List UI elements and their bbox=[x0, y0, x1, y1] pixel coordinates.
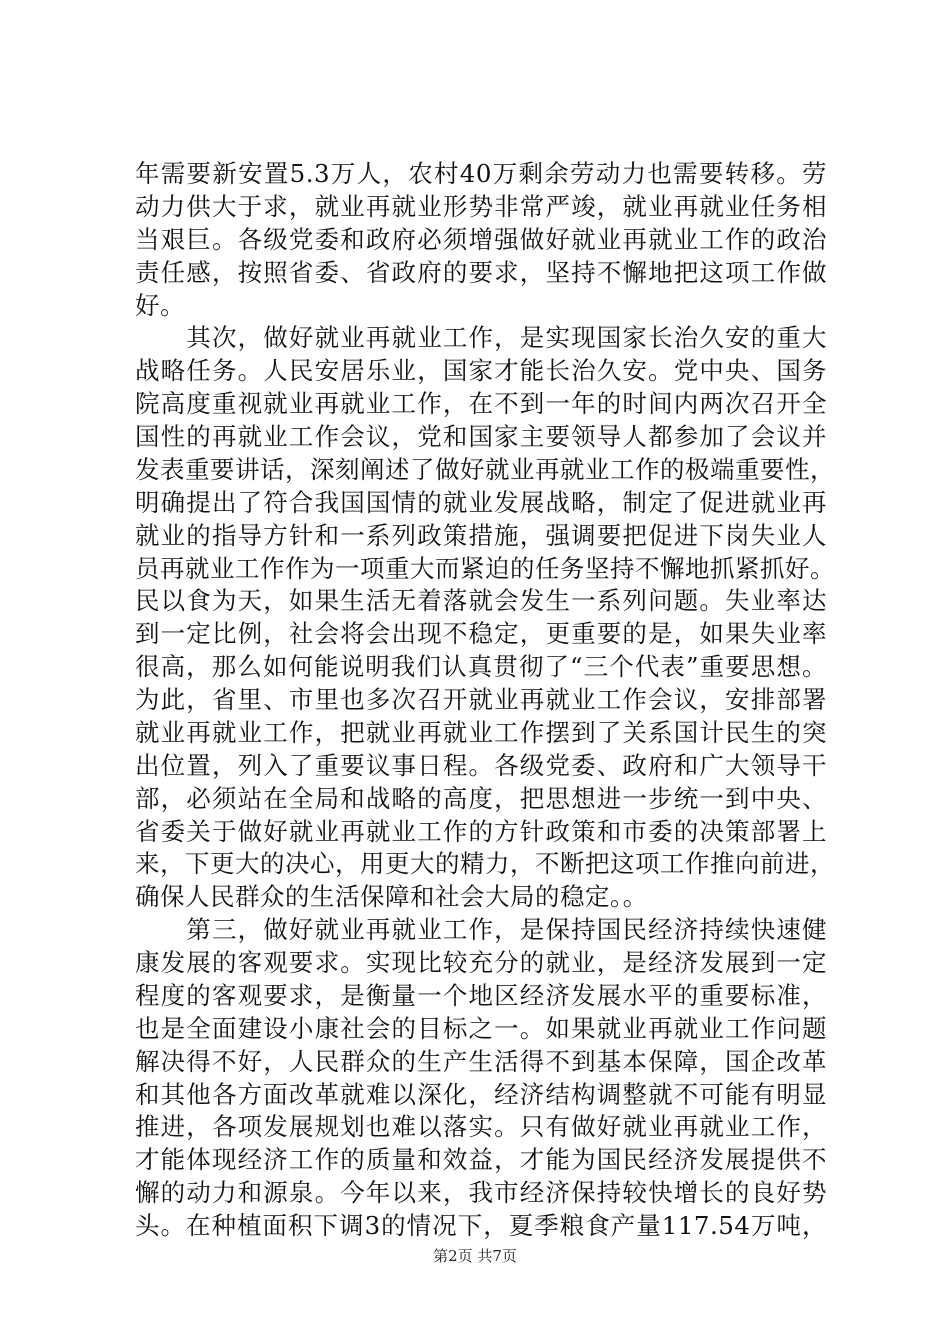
text-line: 当艰巨。各级党委和政府必须增强做好就业再就业工作的政治 bbox=[135, 225, 827, 254]
text-line: 部，必须站在全局和战略的高度，把思想进一步统一到中央、 bbox=[135, 784, 827, 813]
text-line: 很高，那么如何能说明我们认真贯彻了“三个代表”重要思想。 bbox=[135, 652, 827, 681]
text-line: 程度的客观要求，是衡量一个地区经济发展水平的重要标准， bbox=[135, 981, 827, 1010]
text-line: 就业的指导方针和一系列政策措施，强调要把促进下岗失业人 bbox=[135, 521, 827, 550]
text-line: 才能体现经济工作的质量和效益，才能为国民经济发展提供不 bbox=[135, 1145, 827, 1174]
text-line: 年需要新安置5.3万人，农村40万剩余劳动力也需要转移。劳 bbox=[135, 159, 827, 188]
text-line: 和其他各方面改革就难以深化，经济结构调整就不可能有明显 bbox=[135, 1080, 827, 1109]
text-line: 民以食为天，如果生活无着落就会发生一系列问题。失业率达 bbox=[135, 586, 827, 615]
text-line: 康发展的客观要求。实现比较充分的就业，是经济发展到一定 bbox=[135, 948, 827, 977]
text-line: 省委关于做好就业再就业工作的方针政策和市委的决策部署上 bbox=[135, 817, 827, 846]
text-line: 院高度重视就业再就业工作，在不到一年的时间内两次召开全 bbox=[135, 389, 827, 418]
text-line: 出位置，列入了重要议事日程。各级党委、政府和广大领导干 bbox=[135, 751, 827, 780]
text-line: 好。 bbox=[135, 291, 185, 320]
text-line: 推进，各项发展规划也难以落实。只有做好就业再就业工作， bbox=[135, 1112, 827, 1141]
text-line: 国性的再就业工作会议，党和国家主要领导人都参加了会议并 bbox=[135, 422, 827, 451]
paragraph-start-line: 第三，做好就业再就业工作，是保持国民经济持续快速健 bbox=[135, 915, 827, 944]
text-line: 解决得不好，人民群众的生产生活得不到基本保障，国企改革 bbox=[135, 1047, 827, 1076]
paragraph-start-line: 其次，做好就业再就业工作，是实现国家长治久安的重大 bbox=[135, 323, 827, 352]
text-line: 为此，省里、市里也多次召开就业再就业工作会议，安排部署 bbox=[135, 685, 827, 714]
text-line: 懈的动力和源泉。今年以来，我市经济保持较快增长的良好势 bbox=[135, 1178, 827, 1207]
text-line: 发表重要讲话，深刻阐述了做好就业再就业工作的极端重要性， bbox=[135, 455, 835, 484]
text-line: 动力供大于求，就业再就业形势非常严竣，就业再就业任务相 bbox=[135, 192, 827, 221]
text-line: 也是全面建设小康社会的目标之一。如果就业再就业工作问题 bbox=[135, 1014, 827, 1043]
text-line: 明确提出了符合我国国情的就业发展战略，制定了促进就业再 bbox=[135, 488, 827, 517]
text-line: 头。在种植面积下调3的情况下，夏季粮食产量117.54万吨， bbox=[135, 1211, 827, 1240]
text-line: 战略任务。人民安居乐业，国家才能长治久安。党中央、国务 bbox=[135, 356, 827, 385]
text-line: 到一定比例，社会将会出现不稳定，更重要的是，如果失业率 bbox=[135, 619, 827, 648]
text-line: 就业再就业工作，把就业再就业工作摆到了关系国计民生的突 bbox=[135, 718, 827, 747]
text-line: 员再就业工作作为一项重大而紧迫的任务坚持不懈地抓紧抓好。 bbox=[135, 554, 835, 583]
text-line: 确保人民群众的生活保障和社会大局的稳定。。 bbox=[135, 882, 648, 911]
page-number-footer: 第2页 共7页 bbox=[433, 1247, 517, 1265]
text-line: 责任感，按照省委、省政府的要求，坚持不懈地把这项工作做 bbox=[135, 258, 827, 287]
text-line: 来，下更大的决心，用更大的精力，不断把这项工作推向前进， bbox=[135, 849, 835, 878]
